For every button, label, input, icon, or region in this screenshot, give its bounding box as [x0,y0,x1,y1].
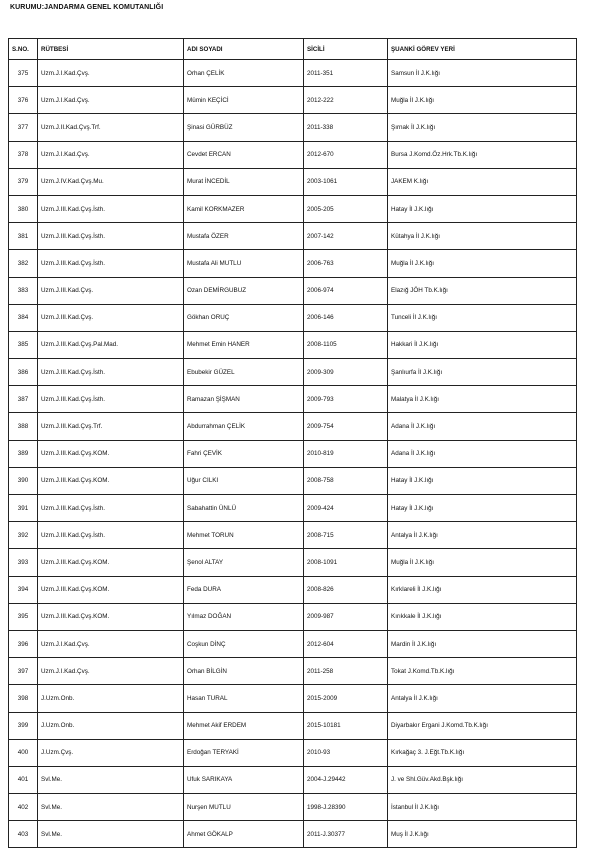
duty-station-cell: Tokat J.Komd.Tb.K.lığı [388,658,577,685]
table-row [9,141,577,168]
rank-cell: J.Uzm.Onb. [38,712,184,739]
registry-cell: 1998-J.28390 [304,794,388,821]
registry-cell: 2009-793 [304,386,388,413]
registry-cell: 2010-93 [304,739,388,766]
rank-cell: Uzm.J.III.Kad.Çvş.İsth. [38,386,184,413]
duty-station-cell: Kırıkkale İl J.K.lığı [388,603,577,630]
rank-cell: Uzm.J.III.Kad.Çvş.İsth. [38,250,184,277]
row-number: 390 [9,467,38,494]
table-row [9,60,577,87]
name-cell: Nurşen MUTLU [184,794,304,821]
header-duty-station: ŞUANKİ GÖREV YERİ [388,39,577,60]
table-row [9,766,577,793]
row-number: 375 [9,60,38,87]
registry-cell: 2008-715 [304,522,388,549]
row-number: 397 [9,658,38,685]
row-number: 384 [9,304,38,331]
registry-cell: 2009-754 [304,413,388,440]
registry-cell: 2006-146 [304,304,388,331]
name-cell: Erdoğan TERYAKİ [184,739,304,766]
name-cell: Cevdet ERCAN [184,141,304,168]
table-row [9,359,577,386]
rank-cell: Uzm.J.III.Kad.Çvş. [38,277,184,304]
registry-cell: 2009-987 [304,603,388,630]
duty-station-cell: Samsun İl J.K.lığı [388,60,577,87]
duty-station-cell: Hatay İl J.K.lığı [388,195,577,222]
rank-cell: Uzm.J.III.Kad.Çvş.KOM. [38,440,184,467]
table-row [9,440,577,467]
name-cell: Mehmet Emin HANER [184,331,304,358]
registry-cell: 2011-351 [304,60,388,87]
row-number: 381 [9,223,38,250]
table-row [9,821,577,848]
registry-cell: 2006-974 [304,277,388,304]
rank-cell: Svl.Me. [38,821,184,848]
table-row [9,576,577,603]
name-cell: Hasan TURAL [184,685,304,712]
name-cell: Murat İNCEDİL [184,168,304,195]
table-row [9,603,577,630]
header-name: ADI SOYADI [184,39,304,60]
row-number: 392 [9,522,38,549]
row-number: 393 [9,549,38,576]
row-number: 403 [9,821,38,848]
duty-station-cell: Tunceli İl J.K.lığı [388,304,577,331]
rank-cell: Uzm.J.I.Kad.Çvş. [38,141,184,168]
registry-cell: 2007-142 [304,223,388,250]
row-number: 389 [9,440,38,467]
header-registry: SİCİLİ [304,39,388,60]
registry-cell: 2006-763 [304,250,388,277]
row-number: 382 [9,250,38,277]
name-cell: Fahri ÇEVİK [184,440,304,467]
registry-cell: 2012-222 [304,87,388,114]
row-number: 394 [9,576,38,603]
name-cell: Mehmet Akif ERDEM [184,712,304,739]
rank-cell: Uzm.J.III.Kad.Çvş.İsth. [38,223,184,250]
table-row [9,250,577,277]
table-row [9,549,577,576]
duty-station-cell: JAKEM K.lığı [388,168,577,195]
duty-station-cell: Şanlıurfa İl J.K.lığı [388,359,577,386]
header-sno: S.NO. [9,39,38,60]
row-number: 402 [9,794,38,821]
table-row [9,87,577,114]
rank-cell: Uzm.J.III.Kad.Çvş.KOM. [38,603,184,630]
rank-cell: Uzm.J.III.Kad.Çvş.KOM. [38,576,184,603]
rank-cell: Uzm.J.IV.Kad.Çvş.Mu. [38,168,184,195]
table-row [9,712,577,739]
rank-cell: J.Uzm.Çvş. [38,739,184,766]
rank-cell: Uzm.J.III.Kad.Çvş.İsth. [38,359,184,386]
table-row [9,168,577,195]
table-row [9,331,577,358]
rank-cell: J.Uzm.Onb. [38,685,184,712]
row-number: 377 [9,114,38,141]
row-number: 380 [9,195,38,222]
rank-cell: Uzm.J.III.Kad.Çvş.KOM. [38,467,184,494]
registry-cell: 2009-424 [304,495,388,522]
registry-cell: 2008-826 [304,576,388,603]
rank-cell: Uzm.J.I.Kad.Çvş. [38,60,184,87]
rank-cell: Uzm.J.III.Kad.Çvş.Pal.Mad. [38,331,184,358]
registry-cell: 2003-1061 [304,168,388,195]
table-row [9,658,577,685]
name-cell: Şinasi GÜRBÜZ [184,114,304,141]
duty-station-cell: Bursa J.Komd.Öz.Hrk.Tb.K.lığı [388,141,577,168]
rank-cell: Uzm.J.I.Kad.Çvş. [38,658,184,685]
table-row [9,685,577,712]
document-title: KURUMU:JANDARMA GENEL KOMUTANLIĞI [10,4,164,11]
header-rank: RÜTBESİ [38,39,184,60]
rank-cell: Svl.Me. [38,766,184,793]
registry-cell: 2011-258 [304,658,388,685]
duty-station-cell: Kırklareli İl J.K.lığı [388,576,577,603]
name-cell: Gökhan ORUÇ [184,304,304,331]
table-row [9,223,577,250]
duty-station-cell: Muğla İl J.K.lığı [388,549,577,576]
rank-cell: Uzm.J.III.Kad.Çvş.KOM. [38,549,184,576]
table-row [9,413,577,440]
name-cell: Abdurrahman ÇELİK [184,413,304,440]
duty-station-cell: Şırnak İl J.K.lığı [388,114,577,141]
registry-cell: 2015-10181 [304,712,388,739]
row-number: 391 [9,495,38,522]
name-cell: Coşkun DİNÇ [184,630,304,657]
table-row [9,114,577,141]
table-row [9,277,577,304]
duty-station-cell: Diyarbakır Ergani J.Komd.Tb.K.lığı [388,712,577,739]
registry-cell: 2011-J.30377 [304,821,388,848]
row-number: 396 [9,630,38,657]
table-body [9,60,577,848]
table-row [9,495,577,522]
name-cell: Şenol ALTAY [184,549,304,576]
duty-station-cell: Adana İl J.K.lığı [388,413,577,440]
row-number: 376 [9,87,38,114]
duty-station-cell: Muş İl J.K.lığı [388,821,577,848]
registry-cell: 2008-758 [304,467,388,494]
name-cell: Uğur CILKI [184,467,304,494]
rank-cell: Uzm.J.III.Kad.Çvş.İsth. [38,495,184,522]
duty-station-cell: Adana İl J.K.lığı [388,440,577,467]
registry-cell: 2010-819 [304,440,388,467]
duty-station-cell: Muğla İl J.K.lığı [388,250,577,277]
registry-cell: 2012-670 [304,141,388,168]
name-cell: Mustafa ÖZER [184,223,304,250]
row-number: 385 [9,331,38,358]
duty-station-cell: İstanbul İl J.K.lığı [388,794,577,821]
rank-cell: Uzm.J.I.Kad.Çvş. [38,87,184,114]
name-cell: Ahmet GÖKALP [184,821,304,848]
table-row [9,386,577,413]
row-number: 383 [9,277,38,304]
table-row [9,195,577,222]
rank-cell: Svl.Me. [38,794,184,821]
duty-station-cell: Hakkari İl J.K.lığı [388,331,577,358]
registry-cell: 2009-309 [304,359,388,386]
row-number: 379 [9,168,38,195]
registry-cell: 2008-1105 [304,331,388,358]
name-cell: Ramazan ŞİŞMAN [184,386,304,413]
registry-cell: 2011-338 [304,114,388,141]
table-row [9,304,577,331]
table-row [9,522,577,549]
rank-cell: Uzm.J.III.Kad.Çvş.İsth. [38,522,184,549]
rank-cell: Uzm.J.III.Kad.Çvş. [38,304,184,331]
name-cell: Ozan DEMİRGUBUZ [184,277,304,304]
name-cell: Mustafa Ali MUTLU [184,250,304,277]
personnel-table [8,38,577,848]
row-number: 378 [9,141,38,168]
row-number: 388 [9,413,38,440]
rank-cell: Uzm.J.III.Kad.Çvş.Trf. [38,413,184,440]
name-cell: Feda DURA [184,576,304,603]
table-row [9,739,577,766]
registry-cell: 2005-205 [304,195,388,222]
name-cell: Ebubekir GÜZEL [184,359,304,386]
table-row [9,467,577,494]
registry-cell: 2004-J.29442 [304,766,388,793]
duty-station-cell: J. ve Shl.Güv.Akd.Bşk.lığı [388,766,577,793]
name-cell: Mehmet TORUN [184,522,304,549]
rank-cell: Uzm.J.II.Kad.Çvş.Trf. [38,114,184,141]
registry-cell: 2008-1091 [304,549,388,576]
row-number: 398 [9,685,38,712]
row-number: 401 [9,766,38,793]
rank-cell: Uzm.J.I.Kad.Çvş. [38,630,184,657]
name-cell: Kamil KORKMAZER [184,195,304,222]
duty-station-cell: Malatya İl J.K.lığı [388,386,577,413]
name-cell: Orhan ÇELİK [184,60,304,87]
duty-station-cell: Mardin İl J.K.lığı [388,630,577,657]
name-cell: Orhan BİLGİN [184,658,304,685]
duty-station-cell: Elazığ JÖH Tb.K.lığı [388,277,577,304]
row-number: 387 [9,386,38,413]
table-row [9,630,577,657]
row-number: 386 [9,359,38,386]
duty-station-cell: Hatay İl J.K.lığı [388,467,577,494]
duty-station-cell: Antalya İl J.K.lığı [388,685,577,712]
name-cell: Sabahattin ÜNLÜ [184,495,304,522]
name-cell: Mümin KEÇİCİ [184,87,304,114]
registry-cell: 2012-604 [304,630,388,657]
duty-station-cell: Antalya İl J.K.lığı [388,522,577,549]
registry-cell: 2015-2009 [304,685,388,712]
duty-station-cell: Kütahya İl J.K.lığı [388,223,577,250]
row-number: 399 [9,712,38,739]
name-cell: Ufuk SARIKAYA [184,766,304,793]
table-header-row [9,39,577,60]
name-cell: Yılmaz DOĞAN [184,603,304,630]
duty-station-cell: Hatay İl J.K.lığı [388,495,577,522]
duty-station-cell: Muğla İl J.K.lığı [388,87,577,114]
table-row [9,794,577,821]
duty-station-cell: Kırkağaç 3. J.Eğt.Tb.K.lığı [388,739,577,766]
rank-cell: Uzm.J.III.Kad.Çvş.İsth. [38,195,184,222]
row-number: 395 [9,603,38,630]
row-number: 400 [9,739,38,766]
